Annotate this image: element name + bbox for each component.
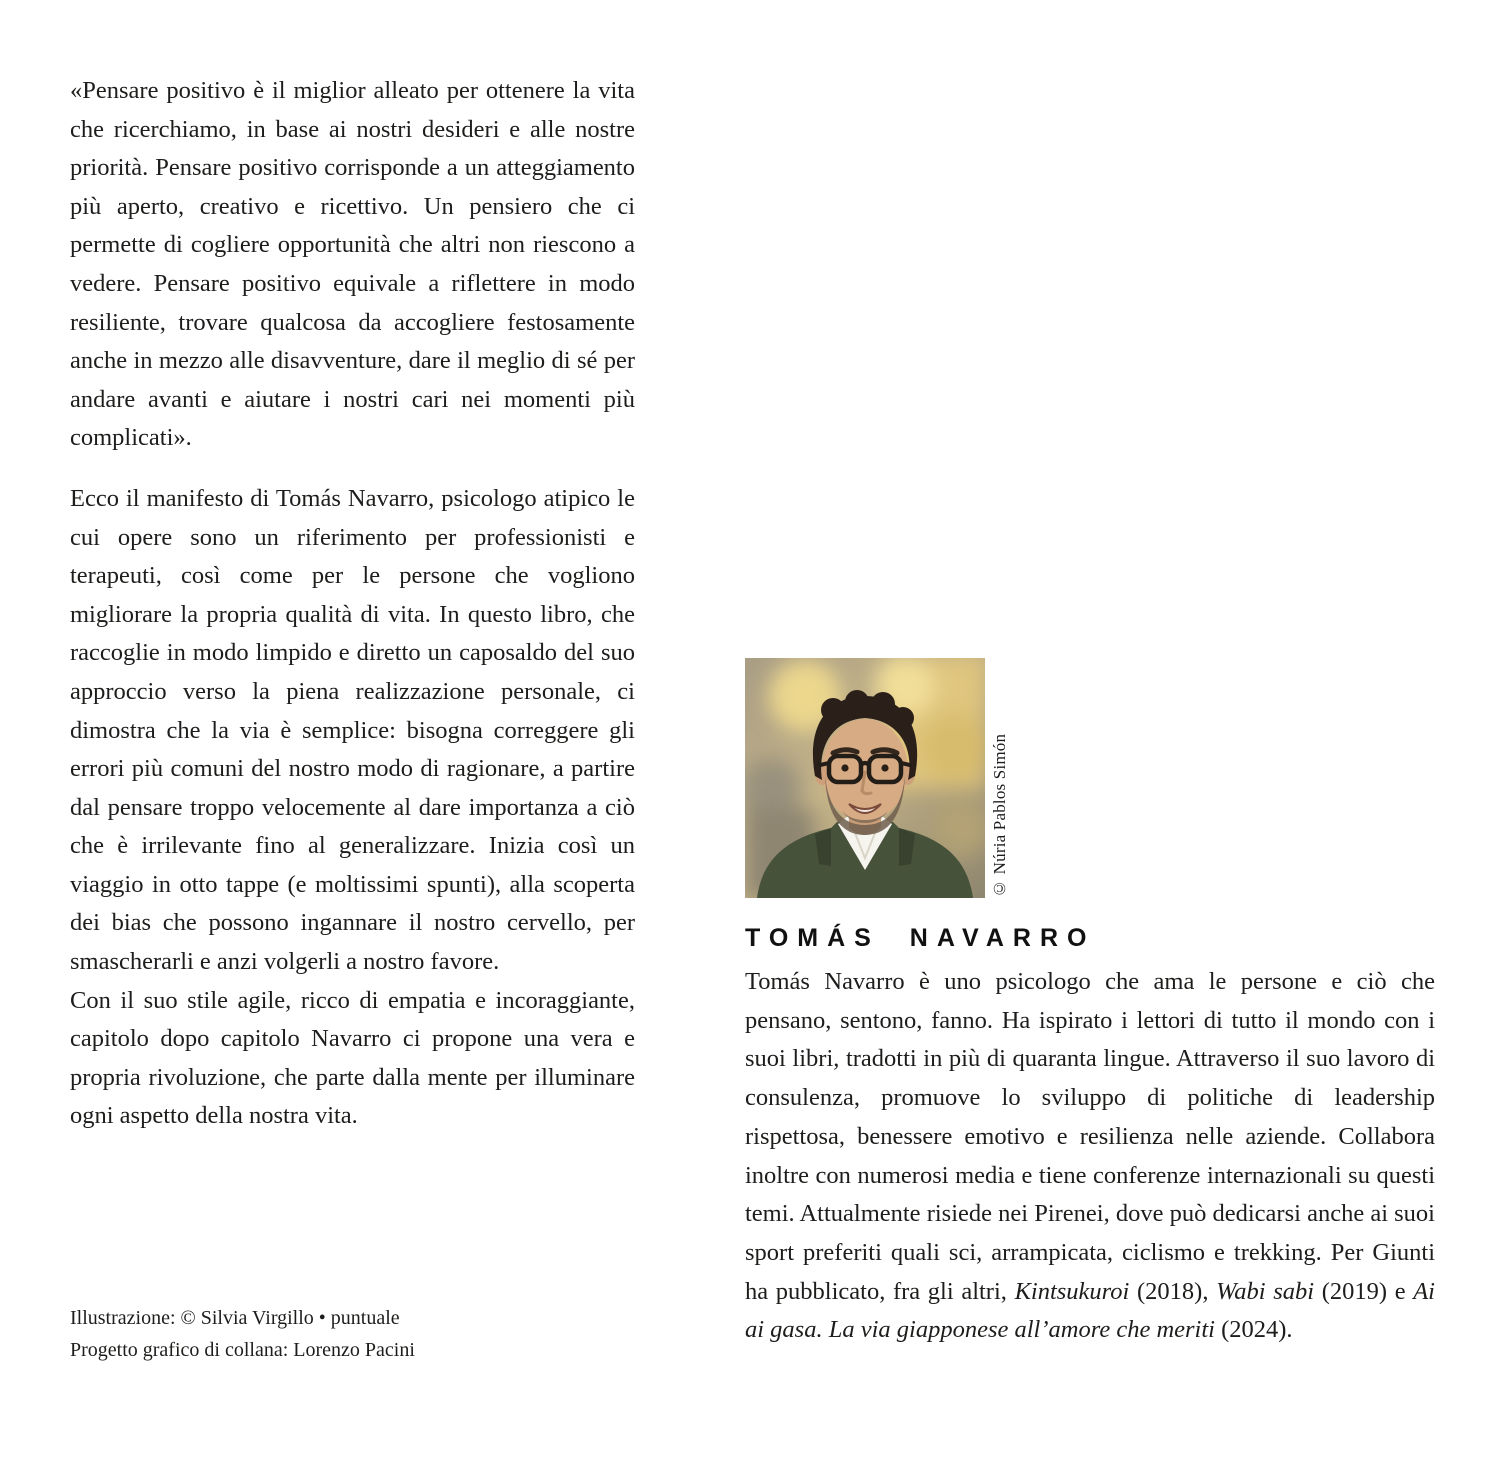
graphic-design-credit: Progetto grafico di collana: Lorenzo Pacini — [70, 1339, 415, 1361]
credits-block — [70, 1302, 415, 1366]
author-bio: Tomás Navarro è uno psicologo che ama le persone e ciò che pensano, sentono, fanno. Ha ispirato i lettori di tutto il mondo con i suoi libri, tradotti in più di quaranta lingue. Attraverso il suo lavoro di consulenza, promuove lo sviluppo di politiche di leadership rispettosa, benessere emotivo e resilienza nelle aziende. Collabora inoltre con numerosi media e tiene conferenze internazionali su questi temi. Attualmente risiede nei Pirenei, dove può dedicarsi anche ai suoi sport preferiti quali sci, arrampicata, ciclismo e trekking. Per Giunti ha pubblicato, fra gli altri, Kintsukuroi (2018), Wabi sabi (2019) e Ai ai gasa. La via giapponese all’amore che meriti (2024). — [745, 968, 1435, 1344]
illustration-credit: Illustrazione: © Silvia Virgillo • puntuale — [70, 1307, 400, 1329]
closing-paragraph: Con il suo stile agile, ricco di empatia e incoraggiante, capitolo dopo capitolo Navarro ci propone una vera e propria rivoluzione, che parte dalla mente per illuminare ogni aspetto della nostra vita. — [70, 986, 635, 1130]
left-column — [70, 72, 635, 1136]
book-description-paragraph: Ecco il manifesto di Tomás Navarro, psicologo atipico le cui opere sono un riferimento per professionisti e terapeuti, così come per le persone che vogliono migliorare la propria qualità di vita. In questo libro, che raccoglie in modo limpido e diretto un caposaldo del suo approccio verso la piena realizzazione personale, ci dimostra che la via è semplice: bisogna correggere gli errori più comuni del nostro modo di ragionare, a partire dal pensare troppo velocemente al dare importanza a ciò che è irrilevante fino al generalizzare. Inizia così un viaggio in otto tappe (e moltissimi spunti), alla scoperta dei bias che possono ingannare il nostro cervello, per smascherarli e anzi volgerli a nostro favore. — [70, 484, 635, 976]
author-photo-row — [745, 658, 1435, 898]
photo-credit: © Núria Pablos Simón — [990, 733, 1009, 898]
right-column — [745, 658, 1435, 1375]
quote-paragraph: «Pensare positivo è il miglior alleato per ottenere la vita che ricerchiamo, in base ai nostri desideri e alle nostre priorità. Pensare positivo corrisponde a un atteggiamento più aperto, creativo e ricettivo. Un pensiero che ci permette di cogliere opportunità che altri non riescono a vedere. Pensare positivo equivale a riflettere in modo resiliente, trovare qualcosa da accogliere festosamente anche in mezzo alle disavventure, dare il meglio di sé per andare avanti e aiutare i nostri cari nei momenti più complicati». — [70, 77, 635, 452]
author-name: TOMÁS NAVARRO — [745, 924, 1096, 952]
author-photo — [745, 658, 985, 898]
